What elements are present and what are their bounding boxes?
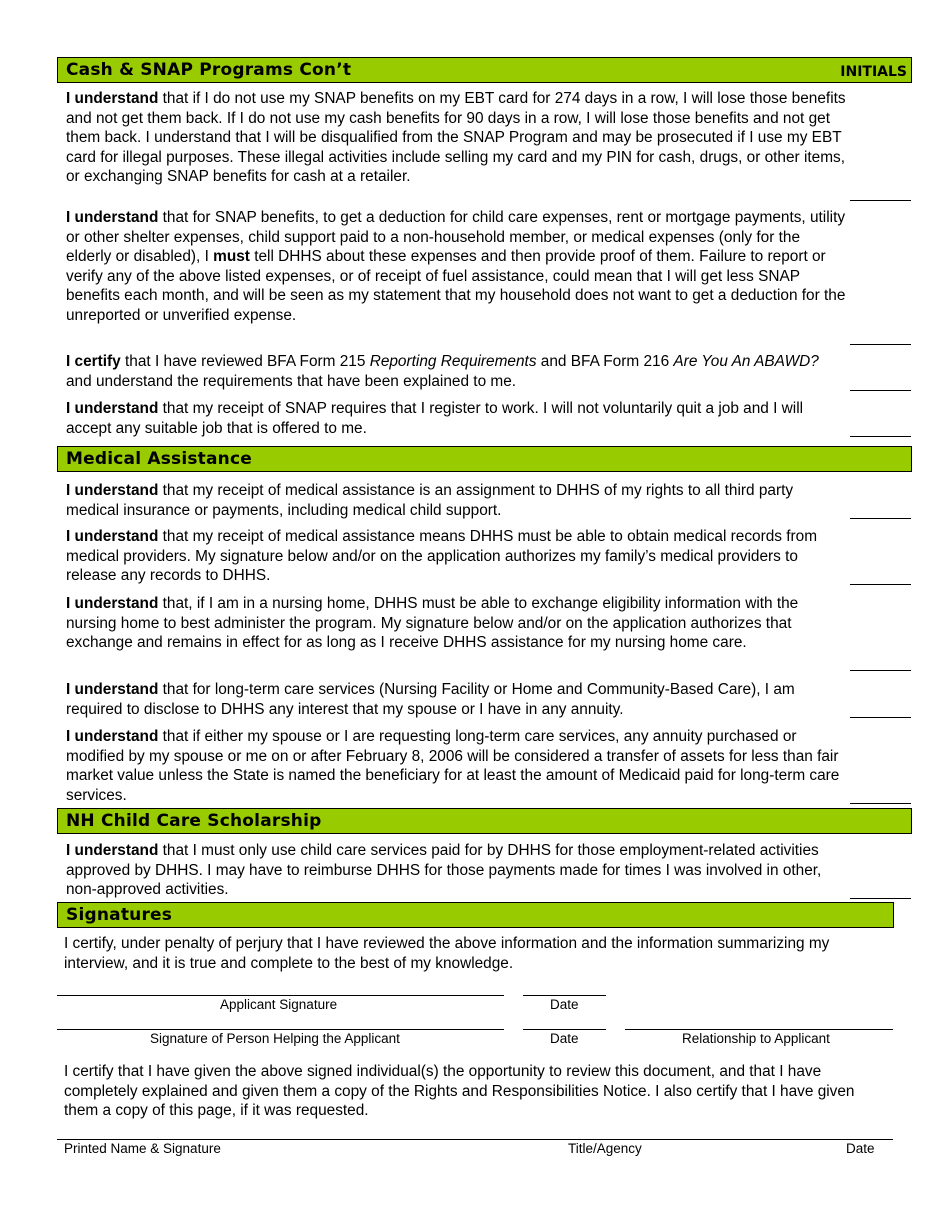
initials-line[interactable] [850,518,911,519]
form-title: Reporting Requirements [369,353,537,370]
initials-line[interactable] [850,584,911,585]
paragraph-text: that I must only use child care services paid for by DHHS for those employment-related activities approved by DHHS. I may have to reimburse DHHS for those payments made for times I was involved in other, non-approved activities. [66,842,822,898]
section-header-child-care [57,808,912,834]
lead-phrase: I understand [66,728,159,745]
section-title: Cash & SNAP Programs Con’t [66,60,352,80]
cash-snap-paragraph-4 [66,399,846,438]
section-header-medical [57,446,912,472]
helper-date-label: Date [550,1031,579,1046]
lead-phrase: I understand [66,209,159,226]
paragraph-text: and BFA Form 216 [536,353,674,370]
title-agency-label: Title/Agency [568,1141,642,1156]
paragraph-text: that my receipt of SNAP requires that I register to work. I will not voluntarily quit a job and I will accept any suitable job that is offered to me. [66,400,804,437]
section-title: Medical Assistance [66,449,252,469]
lead-phrase: I certify [66,353,121,370]
helper-date-line[interactable] [523,1029,606,1030]
section-header-signatures [57,902,894,928]
paragraph-text: that, if I am in a nursing home, DHHS must be able to exchange eligibility information with the nursing home to best administer the program. My signature below and/or on the application authorizes that exchange and remains in effect for as long as I receive DHHS assistance for my nursing home care. [66,595,799,651]
lead-phrase: I understand [66,528,159,545]
worker-certification-text: I certify that I have given the above signed individual(s) the opportunity to review this document, and that I have completely explained and given them a copy of the Rights and Responsibilities Notice. I also certify that I have given them a copy of this page, if it was requested. [64,1063,855,1119]
initials-line[interactable] [850,200,911,201]
medical-paragraph-4 [66,680,846,719]
medical-paragraph-2 [66,527,846,586]
cash-snap-paragraph-1 [66,89,846,187]
medical-paragraph-3 [66,594,846,653]
initials-line[interactable] [850,390,911,391]
section-title: NH Child Care Scholarship [66,811,322,831]
paragraph-text: that if I do not use my SNAP benefits on my EBT card for 274 days in a row, I will lose those benefits and not get them back. If I do not use my cash benefits for 90 days in a row, I will lose those benefits and not get them back. I understand that I will be disqualified from the SNAP Program and may be prosecuted if I use my EBT card for illegal purposes. These illegal activities include selling my card and my PIN for cash, drugs, or other items, or exchanging SNAP benefits for cash at a retailer. [66,90,846,185]
paragraph-text: tell DHHS about these expenses and then provide proof of them. Failure to report or verify any of the above listed expenses, or of receipt of fuel assistance, could mean that I will get less SNAP benefits each month, and will be seen as my statement that my household does not want to get a deduction for the unreported or unverified expense. [66,248,846,324]
worker-signature-line[interactable] [57,1139,893,1140]
paragraph-text: that for SNAP benefits, to get a deduction for child care expenses, rent or mortgage payments, utility or other shelter expenses, child support paid to a non-household member, or medical expenses (only for the elderly or disabled), I [66,209,846,265]
paragraph-text: that my receipt of medical assistance means DHHS must be able to obtain medical records from medical providers. My signature below and/or on the application authorizes my family’s medical providers to release any records to DHHS. [66,528,818,584]
medical-paragraph-5 [66,727,846,805]
section-title: Signatures [66,905,173,925]
applicant-signature-label: Applicant Signature [220,997,338,1012]
paragraph-text: that I have reviewed BFA Form 215 [120,353,370,370]
initials-line[interactable] [850,670,911,671]
lead-phrase: I understand [66,842,159,859]
worker-date-label: Date [846,1141,875,1156]
lead-phrase: I understand [66,400,159,417]
initials-line[interactable] [850,436,911,437]
initials-line[interactable] [850,803,911,804]
applicant-date-line[interactable] [523,995,606,996]
cash-snap-paragraph-2 [66,208,846,325]
paragraph-text: that for long-term care services (Nursing Facility or Home and Community-Based Care), I am required to disclose to DHHS any interest that my spouse or I have in any annuity. [66,681,795,718]
applicant-certification-text: I certify, under penalty of perjury that I have reviewed the above information and the information summarizing my interview, and it is true and complete to the best of my knowledge. [64,935,830,972]
form-title: Are You An ABAWD? [673,353,819,370]
child-care-paragraph-1 [66,841,846,900]
applicant-signature-line[interactable] [57,995,504,996]
initials-line[interactable] [850,717,911,718]
initials-column-label: INITIALS [840,64,907,80]
initials-line[interactable] [850,898,911,899]
paragraph-text: that if either my spouse or I are requesting long-term care services, any annuity purchased or modified by my spouse or me on or after February 8, 2006 will be considered a transfer of assets for less than fair market value unless the State is named the beneficiary for at least the amount of Medicaid paid for long-term care services. [66,728,840,804]
section-header-cash-snap [57,57,912,83]
applicant-date-label: Date [550,997,579,1012]
cash-snap-paragraph-3 [66,352,846,391]
paragraph-text: and understand the requirements that have been explained to me. [66,372,517,390]
helper-signature-label: Signature of Person Helping the Applicant [150,1031,400,1046]
lead-phrase: I understand [66,482,159,499]
relationship-line[interactable] [625,1029,893,1030]
helper-signature-line[interactable] [57,1029,504,1030]
lead-phrase: I understand [66,90,159,107]
paragraph-text: that my receipt of medical assistance is an assignment to DHHS of my rights to all third party medical insurance or payments, including medical child support. [66,482,794,519]
lead-phrase: I understand [66,681,159,698]
relationship-label: Relationship to Applicant [682,1031,830,1046]
lead-phrase: I understand [66,595,159,612]
medical-paragraph-1 [66,481,846,520]
initials-line[interactable] [850,344,911,345]
printed-name-label: Printed Name & Signature [64,1141,221,1156]
emphasis-must: must [213,248,250,265]
